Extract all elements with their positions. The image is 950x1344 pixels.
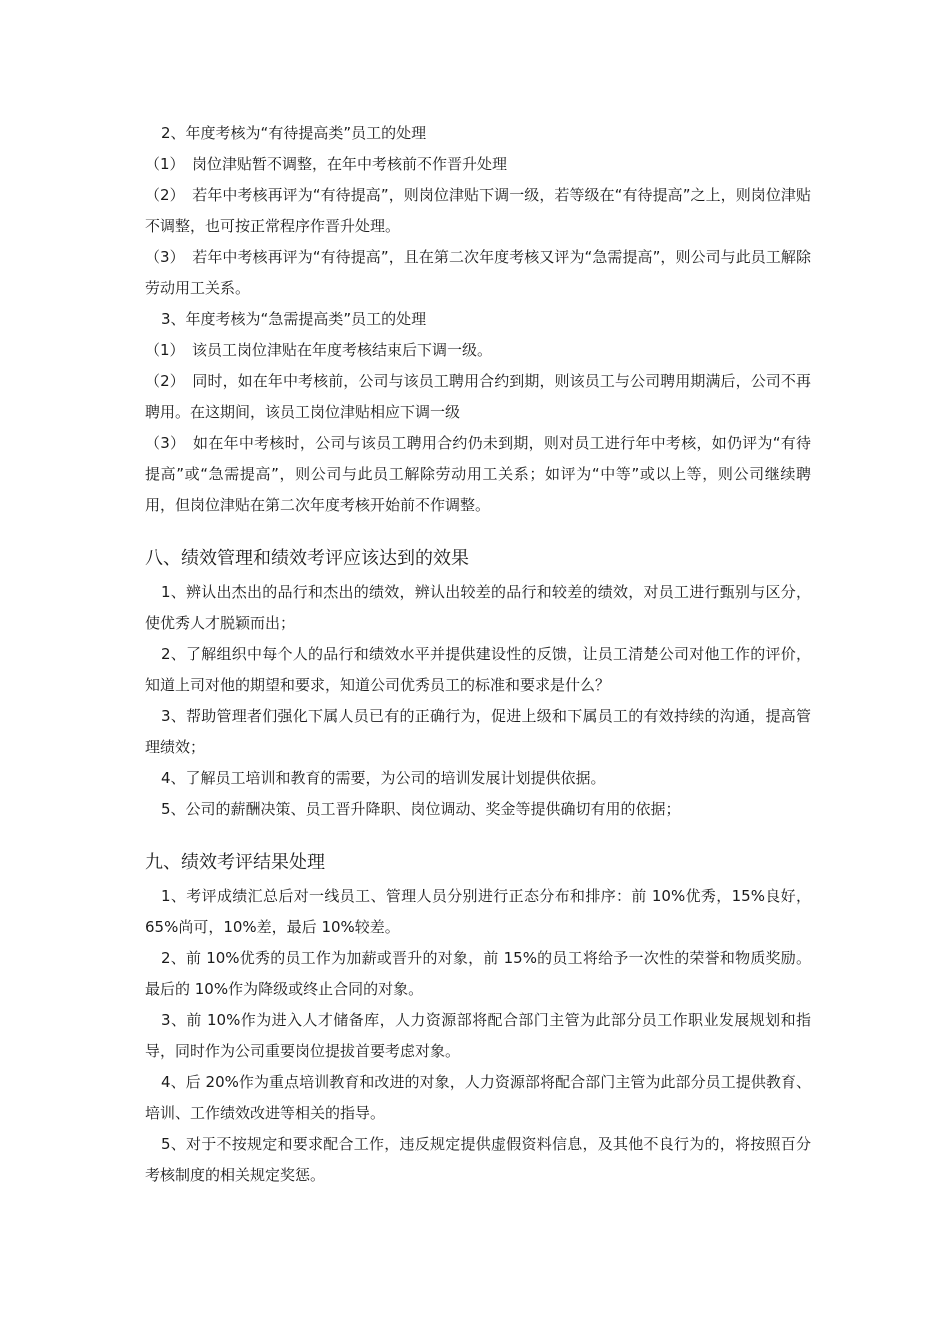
paragraph-year-review-improve-title: 2、年度考核为“有待提高类”员工的处理 (161, 124, 427, 142)
paragraph-year-review-urgent-title: 3、年度考核为“急需提高类”员工的处理 (161, 310, 427, 328)
list-item: 1、考评成绩汇总后对一线员工、管理人员分别进行正态分布和排序：前 10%优秀，15%良好，65%尚可，10%差，最后 10%较差。 (145, 887, 811, 936)
paragraph-urgent-rule-2: （2） 同时，如在年中考核前，公司与该员工聘用合约到期，则该员工与公司聘用期满后，公司不再聘用。在这期间，该员工岗位津贴相应下调一级 (145, 372, 811, 421)
section-heading-8: 八、绩效管理和绩效考评应该达到的效果 (145, 548, 469, 569)
paragraph-improve-rule-2: （2） 若年中考核再评为“有待提高”，则岗位津贴下调一级，若等级在“有待提高”之上，则岗位津贴不调整，也可按正常程序作晋升处理。 (145, 186, 811, 235)
document-page (145, 118, 811, 1191)
list-item: 4、后 20%作为重点培训教育和改进的对象，人力资源部将配合部门主管为此部分员工提供教育、培训、工作绩效改进等相关的指导。 (145, 1073, 811, 1122)
paragraph-urgent-rule-1: （1） 该员工岗位津贴在年度考核结束后下调一级。 (145, 341, 493, 359)
list-item: 2、前 10%优秀的员工作为加薪或晋升的对象，前 15%的员工将给予一次性的荣誉和物质奖励。最后的 10%作为降级或终止合同的对象。 (145, 949, 811, 998)
paragraph-urgent-rule-3: （3） 如在年中考核时，公司与该员工聘用合约仍未到期，则对员工进行年中考核，如仍评为“有待提高”或“急需提高”，则公司与此员工解除劳动用工关系；如评为“中等”或以上等，则公司继续聘用，但岗位津贴在第二次年度考核开始前不作调整。 (145, 434, 811, 514)
list-item: 2、了解组织中每个人的品行和绩效水平并提供建设性的反馈，让员工清楚公司对他工作的评价，知道上司对他的期望和要求，知道公司优秀员工的标准和要求是什么？ (145, 645, 811, 694)
list-item: 5、公司的薪酬决策、员工晋升降职、岗位调动、奖金等提供确切有用的依据； (161, 800, 681, 818)
list-item: 5、对于不按规定和要求配合工作，违反规定提供虚假资料信息，及其他不良行为的，将按照百分考核制度的相关规定奖惩。 (145, 1135, 811, 1184)
list-item: 4、了解员工培训和教育的需要，为公司的培训发展计划提供依据。 (161, 769, 606, 787)
section-heading-9: 九、绩效考评结果处理 (145, 852, 325, 873)
paragraph-improve-rule-3: （3） 若年中考核再评为“有待提高”，且在第二次年度考核又评为“急需提高”，则公司与此员工解除劳动用工关系。 (145, 248, 811, 297)
list-item: 3、帮助管理者们强化下属人员已有的正确行为，促进上级和下属员工的有效持续的沟通，提高管理绩效； (145, 707, 811, 756)
list-item: 1、辨认出杰出的品行和杰出的绩效，辨认出较差的品行和较差的绩效，对员工进行甄别与区分，使优秀人才脱颖而出； (145, 583, 811, 632)
paragraph-improve-rule-1: （1） 岗位津贴暂不调整，在年中考核前不作晋升处理 (145, 155, 508, 173)
list-item: 3、前 10%作为进入人才储备库，人力资源部将配合部门主管为此部分员工作职业发展规划和指导，同时作为公司重要岗位提拔首要考虑对象。 (145, 1011, 811, 1060)
